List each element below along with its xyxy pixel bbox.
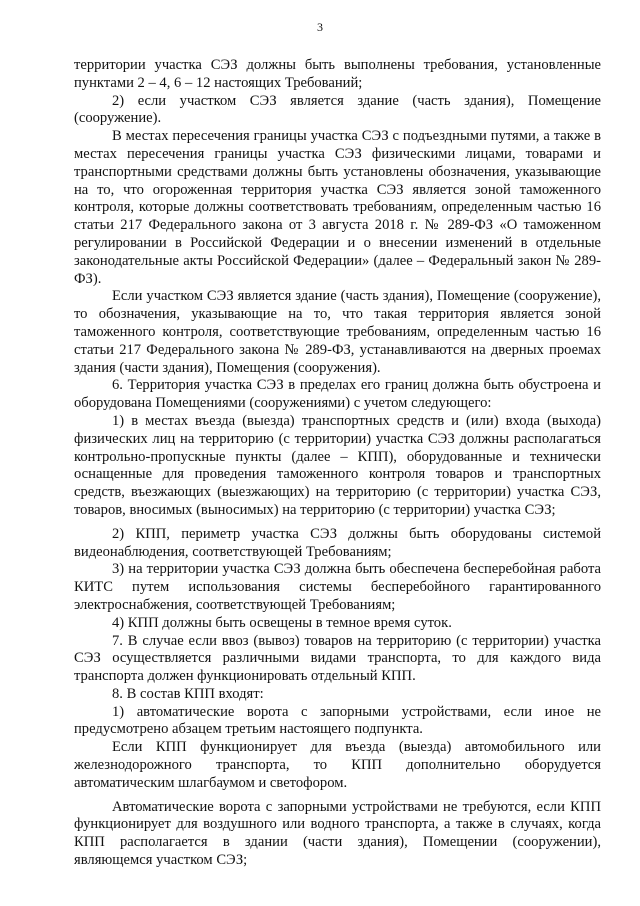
page-number: 3 — [317, 20, 323, 34]
document-body — [74, 57, 601, 870]
paragraph-continuation: территории участка СЭЗ должны быть выполнены требования, установленные пунктами 2 – 4, 6 – 12 настоящих Требований; — [74, 57, 601, 91]
paragraph-building-signs: Если участком СЭЗ является здание (часть здания), Помещение (сооружение), то обозначения, указывающие на то, что такая территория является зоной таможенного контроля, соответствующие требованиям, определенным частью 16 статьи 217 Федерального закона № 289-ФЗ, устанавливаются на дверных проемах здания (части здания), Помещения (сооружения). — [74, 288, 601, 376]
paragraph-item-8-sub-1: 1) автоматические ворота с запорными устройствами, если иное не предусмотрено абзацем третьим настоящего подпункта. — [74, 703, 601, 738]
paragraph-item-6: 6. Территория участка СЭЗ в пределах его границ должна быть обустроена и оборудована Помещениями (сооружениями) с учетом следующего: — [74, 377, 601, 412]
paragraph-kpp-barrier: Если КПП функционирует для въезда (выезда) автомобильного или железнодорожного транспорта, то КПП дополнительно оборудуется автоматическим шлагбаумом и светофором. — [74, 739, 601, 791]
paragraph-item-6-sub-1: 1) в местах въезда (выезда) транспортных средств и (или) входа (выхода) физических лиц на территорию (с территории) участка СЭЗ должны располагаться контрольно-пропускные пункты (далее – КПП), оборудованные и технически оснащенные для проведения таможенного контроля товаров и транспортных средств, въезжающих (выезжающих) на территорию (с территории) участка СЭЗ, товаров, вносимых (выносимых) на территорию (с территории) участка СЭЗ; — [74, 412, 601, 518]
paragraph-item-7: 7. В случае если ввоз (вывоз) товаров на территорию (с территории) участка СЭЗ осуществляется различными видами транспорта, то для каждого вида транспорта должен функционировать отдельный КПП. — [74, 632, 601, 685]
paragraph-item-8: 8. В состав КПП входят: — [112, 685, 264, 702]
paragraph-item-6-sub-2: 2) КПП, периметр участка СЭЗ должны быть оборудованы системой видеонаблюдения, соответствующей Требованиям; — [74, 525, 601, 560]
paragraph-gates-exception: Автоматические ворота с запорными устройствами не требуются, если КПП функционирует для воздушного или водного транспорта, а также в случаях, когда КПП располагается в здании (части здания), Помещении (сооружении), являющемся участком СЭЗ; — [74, 798, 601, 869]
paragraph-subitem-2: 2) если участком СЭЗ является здание (часть здания), Помещение (сооружение). — [74, 92, 601, 127]
paragraph-item-6-sub-3: 3) на территории участка СЭЗ должна быть обеспечена бесперебойная работа КИТС путем использования системы бесперебойного гарантированного электроснабжения, соответствующей Требованиям; — [74, 561, 601, 613]
paragraph-item-6-sub-4: 4) КПП должны быть освещены в темное время суток. — [112, 614, 452, 631]
paragraph-crossing-signs: В местах пересечения границы участка СЭЗ с подъездными путями, а также в местах пересечения границы участка СЭЗ физическими лицами, товарами и транспортными средствами должны быть установлены обозначения, указывающие на то, что огороженная территория участка СЭЗ является зоной таможенного контроля, которые должны соответствовать требованиям, определенным частью 16 статьи 217 Федерального закона от 3 августа 2018 г. № 289-ФЗ «О таможенном регулировании в Российской Федерации и о внесении изменений в отдельные законодательные акты Российской Федерации» (далее – Федеральный закон № 289-ФЗ). — [74, 128, 601, 287]
